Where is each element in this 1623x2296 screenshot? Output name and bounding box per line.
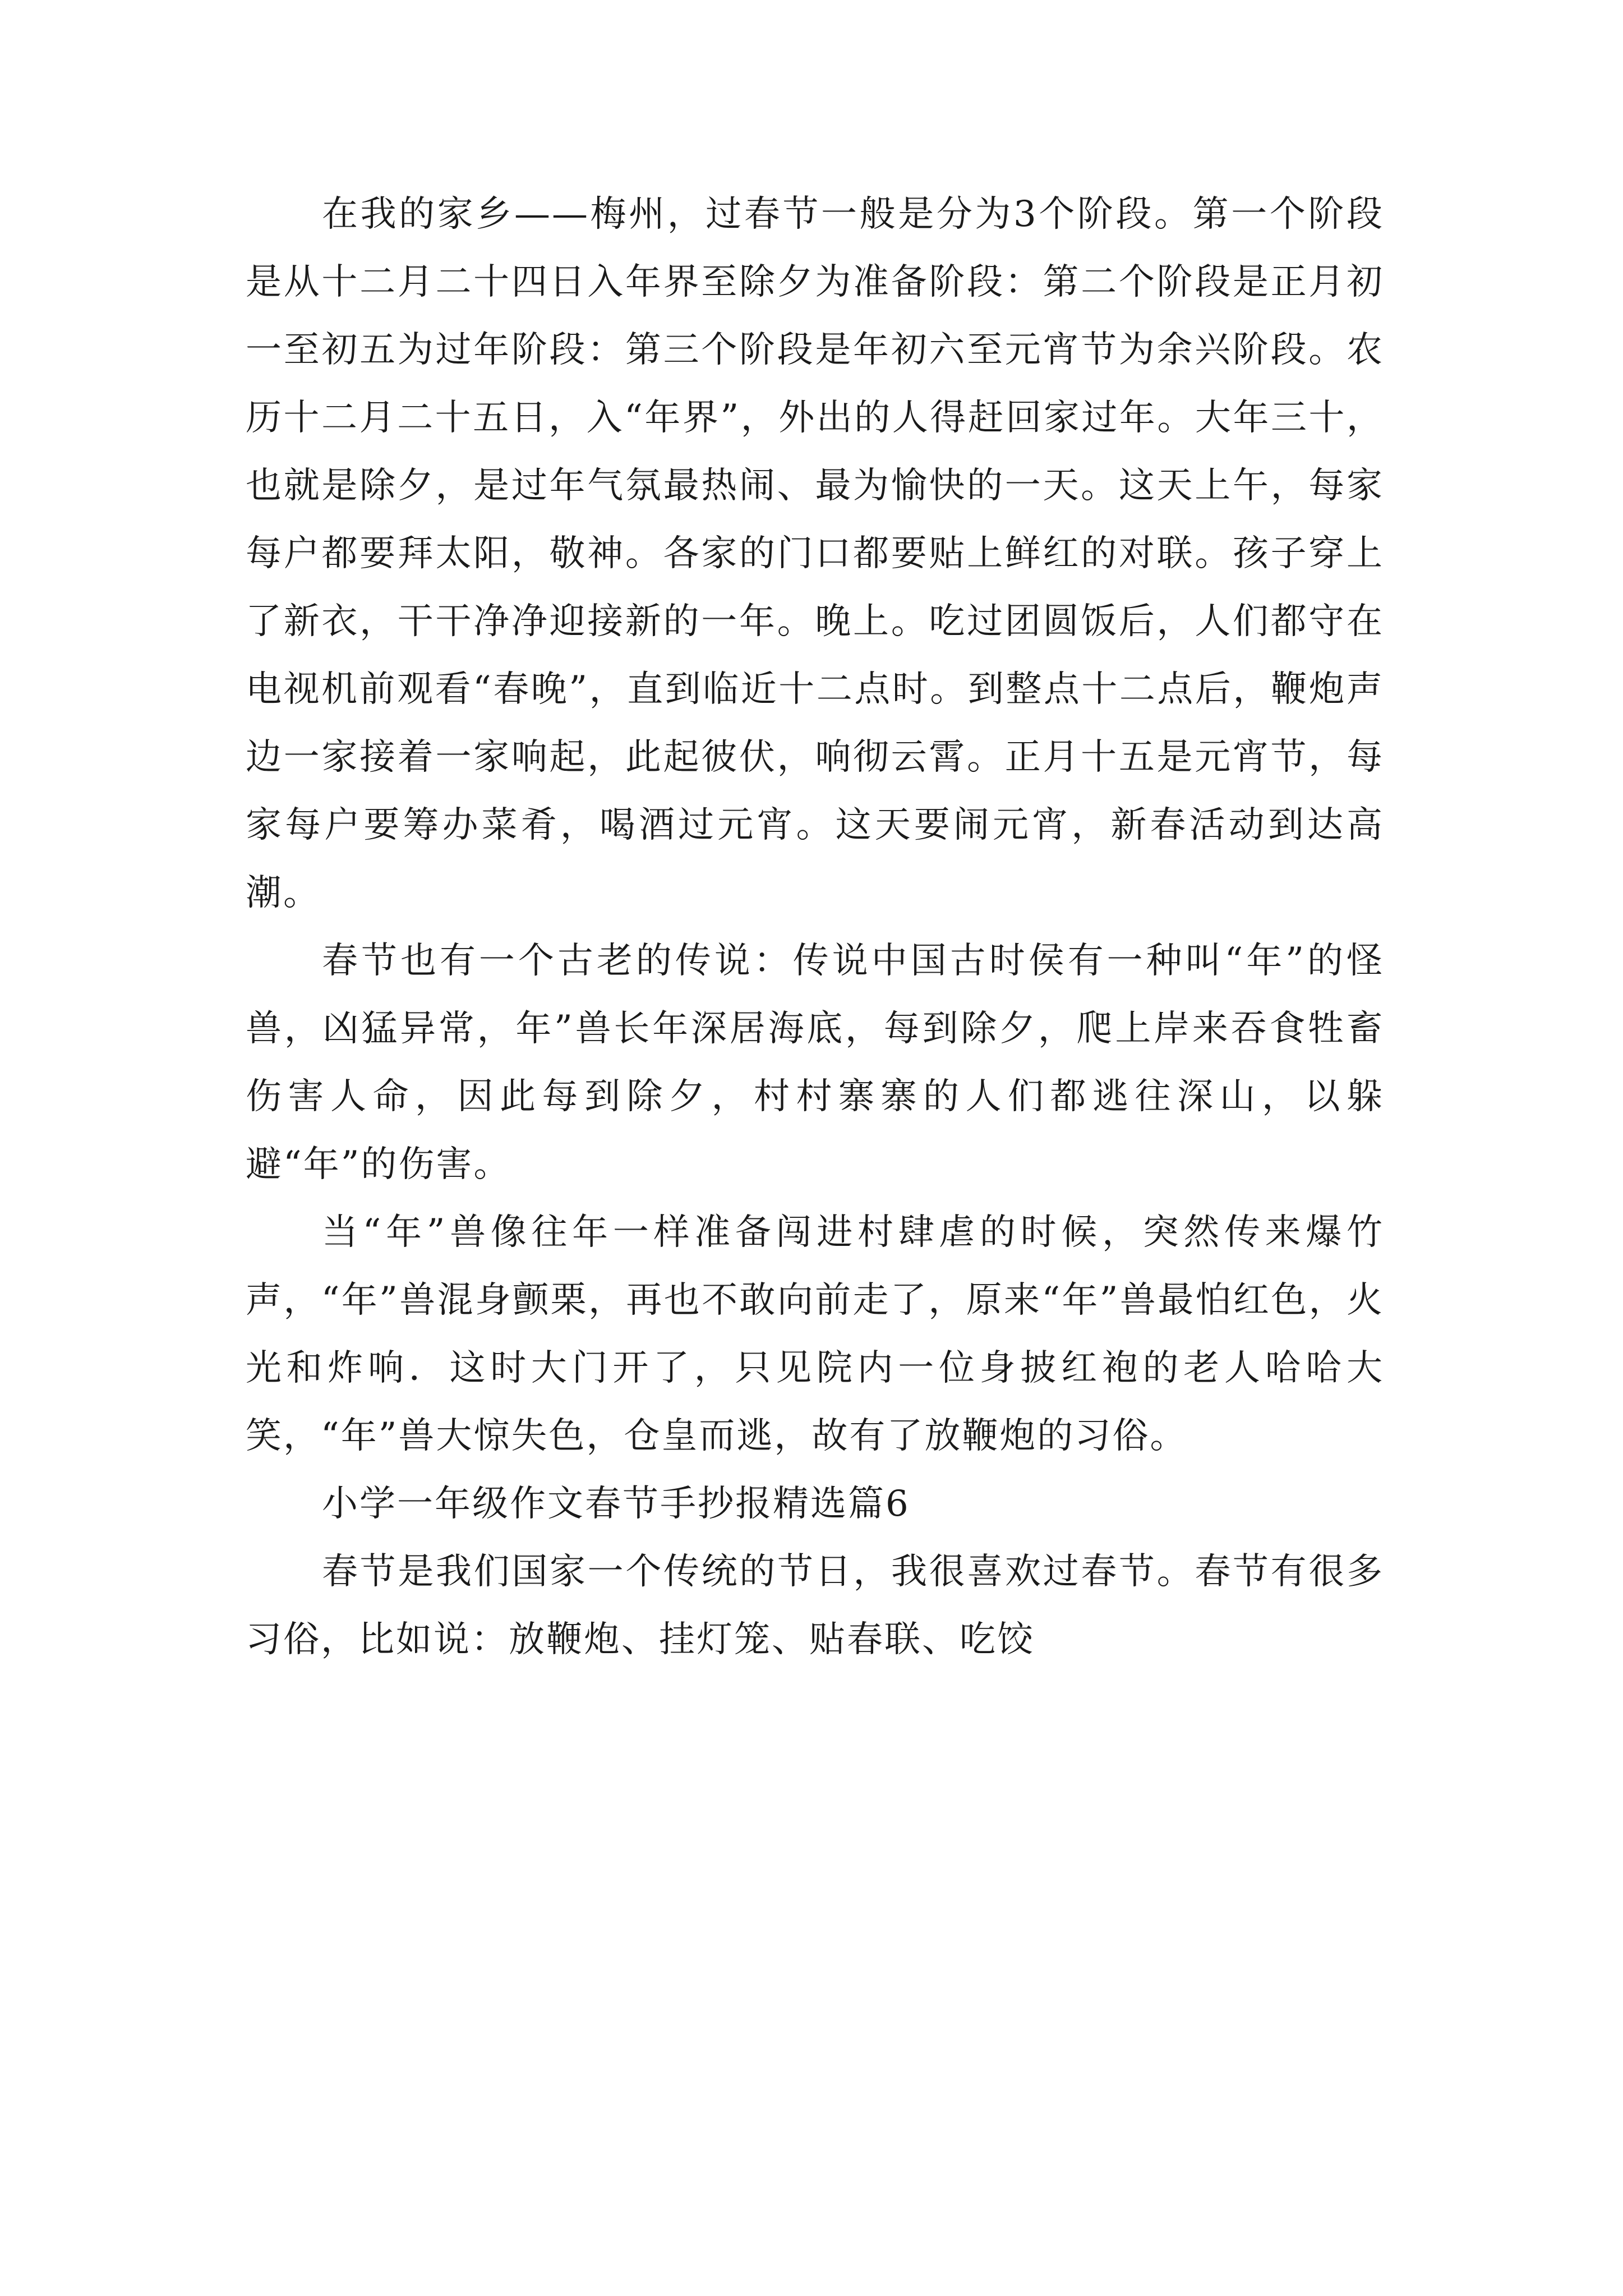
paragraph-nian-legend: 春节也有一个古老的传说：传说中国古时侯有一种叫“年”的怪兽，凶猛异常，年”兽长年深居海底，每到除夕，爬上岸来吞食牲畜伤害人命，因此每到除夕，村村寨寨的人们都逃往深山，以躲避“年”的伤害。 xyxy=(246,940,1384,1185)
document-body xyxy=(246,181,1384,1674)
section-heading: 小学一年级作文春节手抄报精选篇6 xyxy=(322,1483,910,1525)
paragraph-firecracker-custom: 当“年”兽像往年一样准备闯进村肆虐的时候，突然传来爆竹声，“年”兽混身颤栗，再也不敢向前走了，原来“年”兽最怕红色，火光和炸响．这时大门开了，只见院内一位身披红袍的老人哈哈大笑，“年”兽大惊失色，仓皇而逃，故有了放鞭炮的习俗。 xyxy=(246,1212,1384,1457)
paragraph-meizhou-spring-festival: 在我的家乡——梅州，过春节一般是分为3个阶段。第一个阶段是从十二月二十四日入年界至除夕为准备阶段：第二个阶段是正月初一至初五为过年阶段：第三个阶段是年初六至元宵节为余兴阶段。农历十二月二十五日，入“年界”，外出的人得赶回家过年。大年三十，也就是除夕，是过年气氛最热闹、最为愉快的一天。这天上午，每家每户都要拜太阳，敬神。各家的门口都要贴上鲜红的对联。孩子穿上了新衣，干干净净迎接新的一年。晚上。吃过团圆饭后，人们都守在电视机前观看“春晚”，直到临近十二点时。到整点十二点后，鞭炮声边一家接着一家响起，此起彼伏，响彻云霄。正月十五是元宵节，每家每户要筹办菜肴，喝酒过元宵。这天要闹元宵，新春活动到达高潮。 xyxy=(246,194,1384,914)
paragraph-favorite-festival: 春节是我们国家一个传统的节日，我很喜欢过春节。春节有很多习俗，比如说：放鞭炮、挂灯笼、贴春联、吃饺 xyxy=(246,1551,1384,1660)
